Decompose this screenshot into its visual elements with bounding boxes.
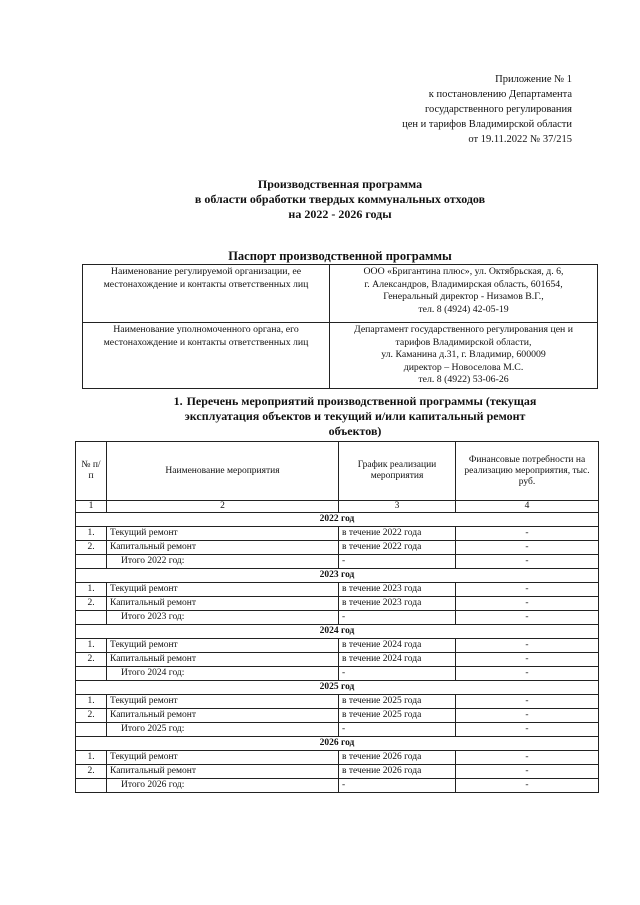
cell-schedule: в течение 2026 года	[339, 765, 456, 779]
header-schedule: График реализации мероприятия	[339, 442, 456, 501]
passport-value-line: тарифов Владимирской области,	[395, 336, 532, 348]
header-finance: Финансовые потребности на реализацию мероприятия, тыс. руб.	[456, 442, 599, 501]
cell-empty	[76, 555, 107, 569]
header-row	[76, 442, 599, 501]
total-label: Итого 2023 год:	[107, 611, 339, 625]
cell-name: Капитальный ремонт	[107, 541, 339, 555]
total-schedule: -	[339, 779, 456, 793]
cell-name: Текущий ремонт	[107, 527, 339, 541]
cell-empty	[76, 667, 107, 681]
cell-name: Текущий ремонт	[107, 583, 339, 597]
index-cell: 4	[456, 501, 599, 513]
section-line: объектов)	[328, 424, 382, 438]
table-row	[76, 653, 599, 667]
passport-value-line: тел. 8 (4924) 42-05-19	[418, 303, 509, 315]
passport-table	[82, 264, 598, 389]
passport-label: Наименование регулируемой организации, ее местонахождение и контакты ответственных лиц	[83, 265, 330, 323]
index-cell: 2	[107, 501, 339, 513]
events-body	[76, 513, 599, 793]
year-label: 2024 год	[76, 625, 599, 639]
cell-finance: -	[456, 583, 599, 597]
cell-name: Капитальный ремонт	[107, 765, 339, 779]
passport-value-line: г. Александров, Владимирская область, 601654,	[364, 278, 563, 290]
cell-num: 1.	[76, 583, 107, 597]
cell-num: 1.	[76, 751, 107, 765]
table-row	[76, 639, 599, 653]
total-label: Итого 2025 год:	[107, 723, 339, 737]
cell-empty	[76, 723, 107, 737]
section-line: Перечень мероприятий производственной программы (текущая	[186, 394, 537, 408]
cell-finance: -	[456, 527, 599, 541]
year-row	[76, 737, 599, 751]
total-finance: -	[456, 779, 599, 793]
cell-finance: -	[456, 765, 599, 779]
cell-finance: -	[456, 709, 599, 723]
cell-schedule: в течение 2025 года	[339, 695, 456, 709]
year-row	[76, 681, 599, 695]
cell-finance: -	[456, 639, 599, 653]
cell-schedule: в течение 2026 года	[339, 751, 456, 765]
table-row	[76, 709, 599, 723]
cell-empty	[76, 779, 107, 793]
cell-finance: -	[456, 597, 599, 611]
passport-row	[83, 323, 598, 389]
cell-schedule: в течение 2025 года	[339, 709, 456, 723]
events-table	[75, 441, 599, 793]
total-row	[76, 779, 599, 793]
year-label: 2022 год	[76, 513, 599, 527]
cell-num: 2.	[76, 765, 107, 779]
year-label: 2026 год	[76, 737, 599, 751]
cell-num: 1.	[76, 527, 107, 541]
passport-value	[330, 323, 598, 389]
total-label: Итого 2026 год:	[107, 779, 339, 793]
cell-name: Капитальный ремонт	[107, 597, 339, 611]
cell-schedule: в течение 2023 года	[339, 583, 456, 597]
cell-num: 2.	[76, 597, 107, 611]
cell-schedule: в течение 2024 года	[339, 653, 456, 667]
index-row	[76, 501, 599, 513]
table-row	[76, 583, 599, 597]
passport-value-line: ООО «Бригантина плюс», ул. Октябрьская, д. 6,	[363, 266, 564, 277]
title-line: Производственная программа	[257, 177, 423, 191]
header-num: № п/п	[76, 442, 107, 501]
table-row	[76, 765, 599, 779]
passport-heading: Паспорт производственной программы	[228, 249, 452, 263]
appendix-line: государственного регулирования	[424, 104, 572, 115]
cell-num: 2.	[76, 709, 107, 723]
appendix-line: от 19.11.2022 № 37/215	[468, 134, 572, 145]
cell-schedule: в течение 2022 года	[339, 527, 456, 541]
cell-schedule: в течение 2024 года	[339, 639, 456, 653]
cell-finance: -	[456, 541, 599, 555]
total-row	[76, 667, 599, 681]
cell-finance: -	[456, 751, 599, 765]
total-row	[76, 723, 599, 737]
section-heading	[120, 394, 590, 439]
total-row	[76, 611, 599, 625]
header-name: Наименование мероприятия	[107, 442, 339, 501]
table-row	[76, 597, 599, 611]
passport-value-line: тел. 8 (4922) 53-06-26	[418, 374, 509, 385]
total-label: Итого 2022 год:	[107, 555, 339, 569]
year-label: 2023 год	[76, 569, 599, 583]
table-row	[76, 751, 599, 765]
document-title	[60, 177, 620, 222]
table-row	[76, 695, 599, 709]
section-number: 1.	[173, 394, 183, 408]
cell-name: Капитальный ремонт	[107, 653, 339, 667]
total-finance: -	[456, 723, 599, 737]
index-cell: 1	[76, 501, 107, 513]
total-schedule: -	[339, 555, 456, 569]
cell-num: 1.	[76, 695, 107, 709]
index-cell: 3	[339, 501, 456, 513]
year-row	[76, 513, 599, 527]
total-schedule: -	[339, 611, 456, 625]
cell-finance: -	[456, 653, 599, 667]
cell-name: Текущий ремонт	[107, 695, 339, 709]
section-line: эксплуатация объектов и текущий и/или капитальный ремонт	[184, 409, 526, 423]
title-line: на 2022 - 2026 годы	[288, 207, 392, 221]
year-row	[76, 625, 599, 639]
appendix-block	[340, 72, 572, 147]
cell-num: 1.	[76, 639, 107, 653]
table-row	[76, 541, 599, 555]
total-finance: -	[456, 555, 599, 569]
cell-num: 2.	[76, 541, 107, 555]
cell-name: Текущий ремонт	[107, 639, 339, 653]
cell-name: Текущий ремонт	[107, 751, 339, 765]
cell-schedule: в течение 2022 года	[339, 541, 456, 555]
passport-row	[83, 265, 598, 323]
cell-empty	[76, 611, 107, 625]
passport-value-line: ул. Каманина д.31, г. Владимир, 600009	[381, 349, 546, 360]
appendix-line: Приложение № 1	[495, 74, 572, 85]
total-row	[76, 555, 599, 569]
year-label: 2025 год	[76, 681, 599, 695]
cell-finance: -	[456, 695, 599, 709]
appendix-line: к постановлению Департамента	[428, 89, 572, 100]
total-schedule: -	[339, 667, 456, 681]
total-label: Итого 2024 год:	[107, 667, 339, 681]
year-row	[76, 569, 599, 583]
table-row	[76, 527, 599, 541]
cell-name: Капитальный ремонт	[107, 709, 339, 723]
total-finance: -	[456, 667, 599, 681]
title-line: в области обработки твердых коммунальных отходов	[194, 192, 486, 206]
passport-value-line: директор – Новоселова М.С.	[403, 361, 524, 373]
cell-num: 2.	[76, 653, 107, 667]
passport-value	[330, 265, 598, 323]
cell-schedule: в течение 2023 года	[339, 597, 456, 611]
total-schedule: -	[339, 723, 456, 737]
passport-value-line: Департамент государственного регулирования цен и	[354, 324, 573, 335]
appendix-line: цен и тарифов Владимирской области	[402, 119, 572, 130]
passport-label: Наименование уполномоченного органа, его местонахождение и контакты ответственных лиц	[83, 323, 330, 389]
total-finance: -	[456, 611, 599, 625]
passport-value-line: Генеральный директор - Низамов В.Г.,	[383, 291, 544, 302]
